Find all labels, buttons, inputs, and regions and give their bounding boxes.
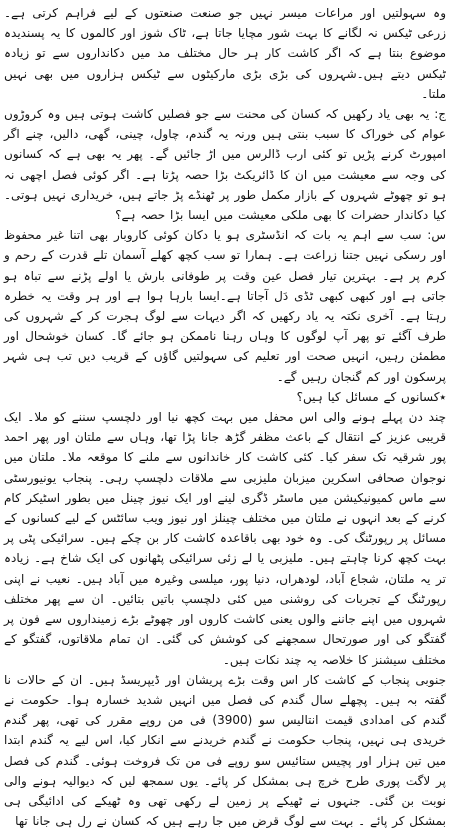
paragraph-answer-food-security: ج: یہ بھی یاد رکھیں کہ کسان کی محنت سے جو فصلیں کاشت ہوتی ہیں وہ کروڑوں عوام کی خوراک کا سبب بنتی ہیں ورنہ یہ گندم، چاول، چینی، گھی، دالیں، چنے اگر امپورٹ کرنے پڑیں تو کئی ارب ڈالرس میں اڑ جائیں گے۔ پھر یہ بھی ہے کہ کسانوں کی وجہ سے معیشت میں ان کا ڈائریکٹ بڑا حصہ پڑتا ہے۔ اگر کوئی فصل اچھی نہ ہو تو چھوٹے شہروں کے بازار مکمل طور پر ٹھنڈے پڑ جاتے ہیں، خریداری نہیں ہوتی۔ کیا دکاندار حضرات کا بھی ملکی معیشت میں ایسا بڑا حصہ ہے؟	[4, 107, 446, 223]
paragraph-wheat-losses: جنوبی پنجاب کے کاشت کار اس وقت بڑے پریشان اور ڈیپریسڈ ہیں۔ ان کے حالات نا گفتہ بہ ہیں۔ پچھلے سال گندم کی فصل میں انہیں شدید خسارہ ہوا۔ حکومت نے گندم کی امدادی قیمت انتالیس سو (3900) فی من روپے مقرر کی تھی، پھر گندم خریدی ہی نہیں، پنجاب حکومت نے گندم خریدنے سے انکار کیا، اس لیے یہ گندم ابتدا میں تین ہزار اور پچیس ستائیس سو روپے فی من تک فروخت ہوئی۔ گندم کی فصل پر لاگت پوری طرح خرچ ہی بمشکل کر پائے۔ یوں سمجھ لیں کہ دیوالیہ ہونے والی نوبت بن گئی۔ جنہوں نے ٹھیکے پر زمین لے رکھی تھی وہ ٹھیکے کی ادائیگی ہی بمشکل کر پائے ۔ بہت سے لوگ قرض میں جا رہے ہیں کہ کسان نے رل ہی جانا تھا	[4, 672, 446, 829]
paragraph-multan-visit: چند دن پہلے ہونے والی اس محفل میں بہت کچھ نیا اور دلچسپ سننے کو ملا۔ ایک قریبی عزیز کے انتقال کے باعث مظفر گڑھ جانا پڑا تھا، وہاں سے ملتان اور پھر احمد پور شرقیہ تک سفر کیا۔ کئی کاشت کار خاندانوں سے ملنے کا موقعہ ملا۔ ملتان میں نوجوان صحافی اسکرین میزبان ملیزبی سے ملاقات دلچسپ رہی۔ پنجاب یونیورسٹی سے ماس کمیونیکیشن میں ماسٹر ڈگری لینے اور ایک نیوز چینل میں بطور اسٹیکر کام کرنے کے بعد انہوں نے ملتان میں مختلف چینلز اور نیوز ویب سائٹس کے لیے کسانوں کے مسائل پر رپورٹنگ کی۔ وہ خود بھی باقاعدہ کاشت کار بن چکے ہیں۔ سرائیکی پٹی پر بہت کچھ کرنا چاہتے ہیں۔ ملیزبی یا لے زئی سرائیکی پٹھانوں کی ایک شاخ ہے۔ زیادہ تر یہ ملتان، شجاع آباد، لودھراں، دنیا پور، میلسی وغیرہ میں آباد ہیں۔ نعیب نے اپنی رپورٹنگ کے تجربات کی روشنی میں کئی دلچسپ باتیں بتائیں۔ ان سے پھر مختلف شہروں میں اپنے جاننے والوں یعنی کاشت کاروں اور چھوٹے بڑے زمینداروں سے فون پر گفتگو کی اور صورتحال سمجھنے کی کوشش کی گئی۔ ان تمام ملاقاتوں، گفتگو کے مختلف سیشنز کا خلاصہ یہ چند نکات ہیں۔	[4, 410, 446, 667]
section-heading-farmer-problems: ٭کسانوں کے مسائل کیا ہیں؟	[296, 389, 446, 404]
paragraph-intro-tax: وہ سہولتیں اور مراعات میسر نہیں جو صنعت صنعتوں کے لیے فراہم کرتی ہے۔ زرعی ٹیکس نہ لگانے کا بہت شور مچایا جاتا ہے، ٹاک شوز اور کالموں کا یہ پسندیدہ موضوع بنتا ہے کہ اگر کاشت کار ہر حال مختلف مد میں دکانداروں سے تو زیادہ ٹیکس دیتے ہیں۔شہروں کی بڑی بڑی مارکیٹوں سے ٹیکس ہزاروں میں بھی نہیں ملتا۔	[4, 6, 446, 101]
paragraph-risk-of-farming: س: سب سے اہم یہ بات کہ انڈسٹری ہو یا دکان کوئی کاروبار بھی اتنا غیر محفوظ اور رسکی نہیں جتنا زراعت ہے۔ ہمارا تو سب کچھ کھلے آسمان تلے قدرت کے رحم و کرم پر ہے۔ بہترین تیار فصل عین وقت پر طوفانی بارش یا اولے پڑنے سے تباہ ہو جاتی ہے اور کبھی کبھی ٹڈی دَل آجاتا ہے۔ایسا بارہا ہوا ہے اور ہر وقت یہ خطرہ رہتا ہے۔ آخری نکتہ یہ یاد رکھیں کہ اگر دیہات سے لوگ ہجرت کر کے شہروں کی طرف آگئے تو پھر آپ لوگوں کا وہاں رہنا ناممکن ہو جائے گا۔ کسان خوشحال اور مطمئن رہیں، انہیں صحت اور تعلیم کی سہولتیں گاؤں کے قریب دیں تب ہی شہر پرسکون اور کم گنجان رہیں گے۔	[4, 228, 446, 384]
